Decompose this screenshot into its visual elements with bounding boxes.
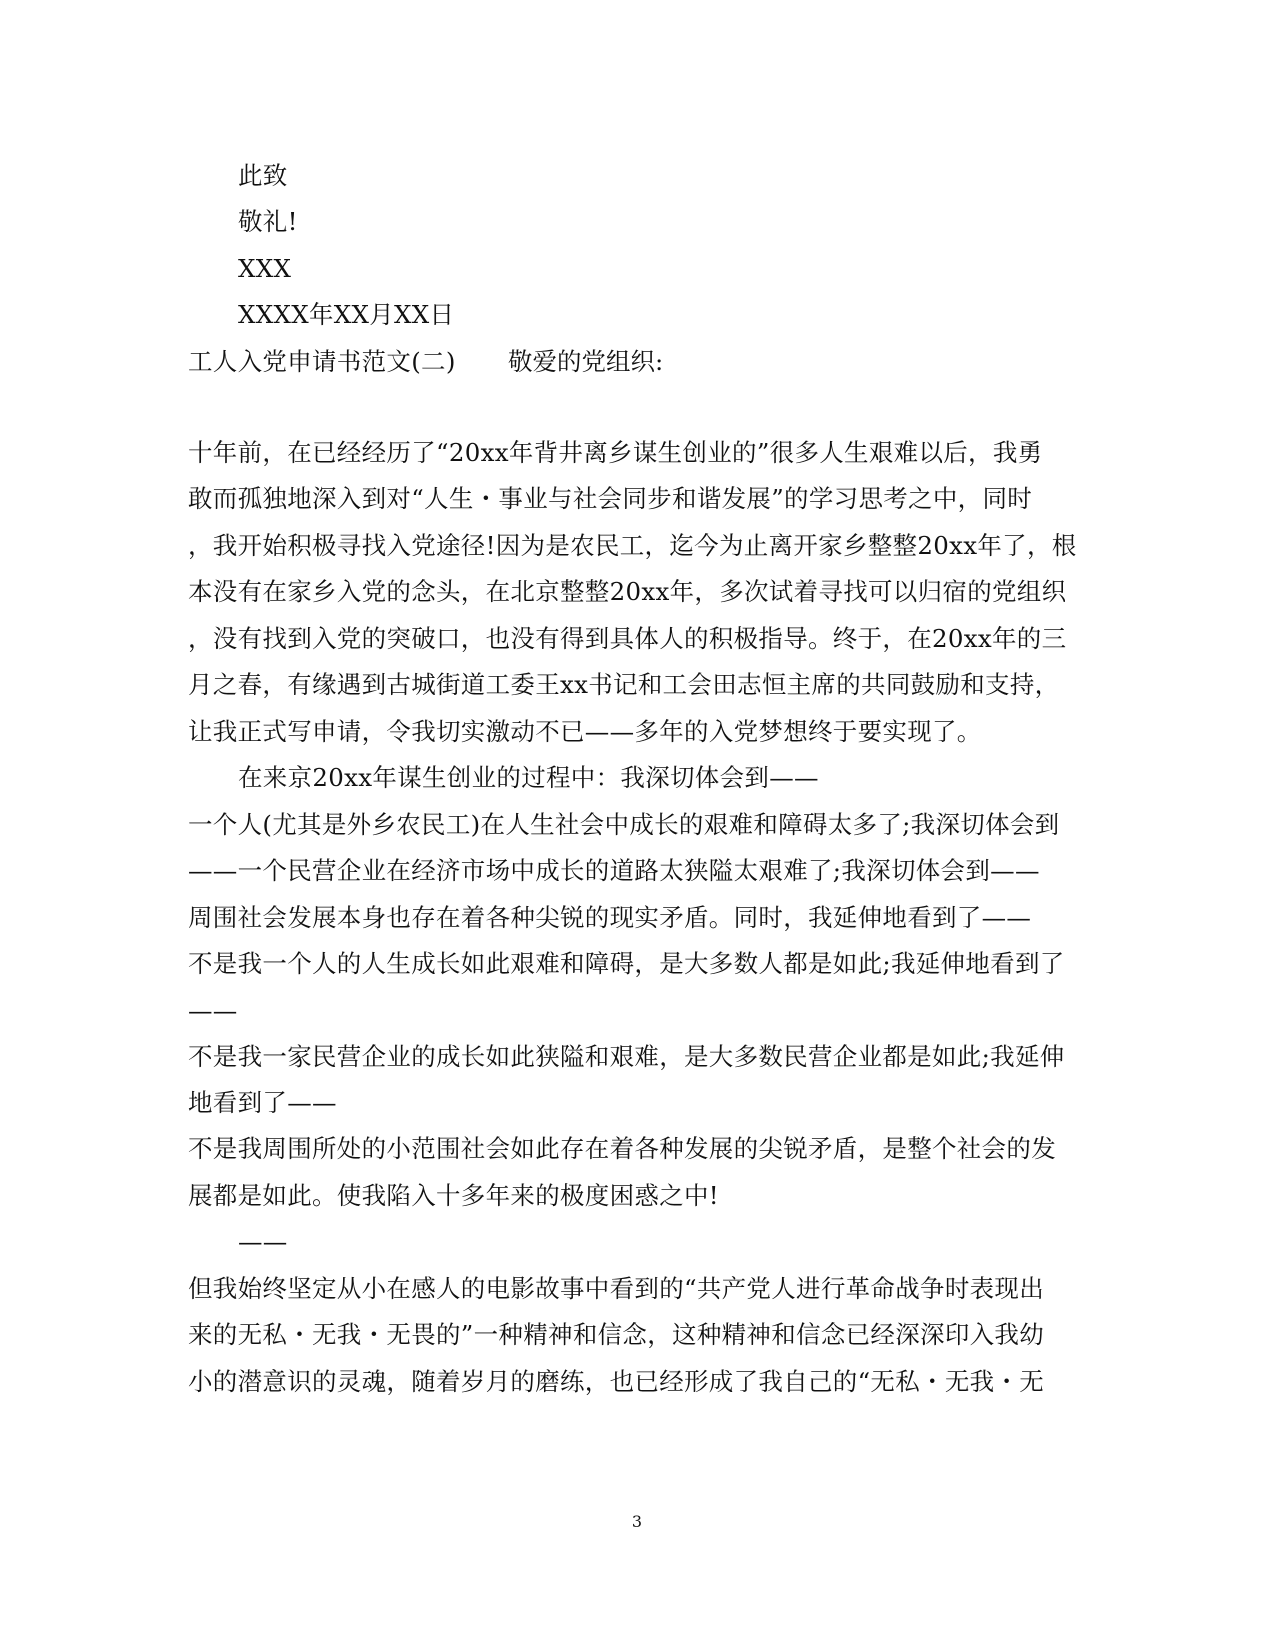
paragraph-line: ——一个民营企业在经济市场中成长的道路太狭隘太艰难了;我深切体会到—— (188, 856, 1040, 885)
paragraph-line: 但我始终坚定从小在感人的电影故事中看到的“共产党人进行革命战争时表现出 (188, 1274, 1045, 1303)
closing-regards: 敬礼! (238, 207, 298, 236)
paragraph-line: 小的潜意识的灵魂，随着岁月的磨练，也已经形成了我自己的“无私・无我・无 (188, 1367, 1045, 1396)
page-number: 3 (631, 1512, 643, 1531)
paragraph-line: 不是我一家民营企业的成长如此狭隘和艰难，是大多数民营企业都是如此;我延伸 (188, 1042, 1065, 1071)
paragraph-line: —— (238, 1227, 288, 1256)
closing-name: XXX (238, 254, 292, 283)
paragraph-line: 周围社会发展本身也存在着各种尖锐的现实矛盾。同时，我延伸地看到了—— (188, 903, 1032, 932)
paragraph-line: 不是我一个人的人生成长如此艰难和障碍，是大多数人都是如此;我延伸地看到了 (188, 949, 1065, 978)
paragraph-line: 不是我周围所处的小范围社会如此存在着各种发展的尖锐矛盾，是整个社会的发 (188, 1134, 1056, 1163)
section-title: 工人入党申请书范文(二) (188, 347, 456, 376)
paragraph-line: ，我开始积极寻找入党途径!因为是农民工，迄今为止离开家乡整整20xx年了，根 (188, 531, 1077, 560)
paragraph-line: 在来京20xx年谋生创业的过程中：我深切体会到—— (238, 763, 819, 792)
paragraph-line: 本没有在家乡入党的念头，在北京整整20xx年，多次试着寻找可以归宿的党组织 (188, 577, 1067, 606)
paragraph-line: 一个人(尤其是外乡农民工)在人生社会中成长的艰难和障碍太多了;我深切体会到 (188, 810, 1060, 839)
paragraph-line: 让我正式写申请，令我切实激动不已——多年的入党梦想终于要实现了。 (188, 717, 982, 746)
paragraph-line: ，没有找到入党的突破口，也没有得到具体人的积极指导。终于，在20xx年的三 (188, 624, 1067, 653)
paragraph-line: —— (188, 996, 238, 1025)
paragraph-line: 十年前，在已经经历了“20xx年背井离乡谋生创业的”很多人生艰难以后，我勇 (188, 438, 1043, 467)
closing-salutation: 此致 (238, 161, 288, 190)
addressee: 敬爱的党组织: (508, 347, 664, 376)
paragraph-line: 来的无私・无我・无畏的”一种精神和信念，这种精神和信念已经深深印入我幼 (188, 1320, 1045, 1349)
closing-date: XXXX年XX月XX日 (238, 300, 455, 329)
paragraph-line: 敢而孤独地深入到对“人生・事业与社会同步和谐发展”的学习思考之中，同时 (188, 484, 1033, 513)
paragraph-line: 月之春，有缘遇到古城街道工委王xx书记和工会田志恒主席的共同鼓励和支持， (188, 670, 1060, 699)
paragraph-line: 地看到了—— (188, 1088, 337, 1117)
paragraph-line: 展都是如此。使我陷入十多年来的极度困惑之中! (188, 1181, 719, 1210)
